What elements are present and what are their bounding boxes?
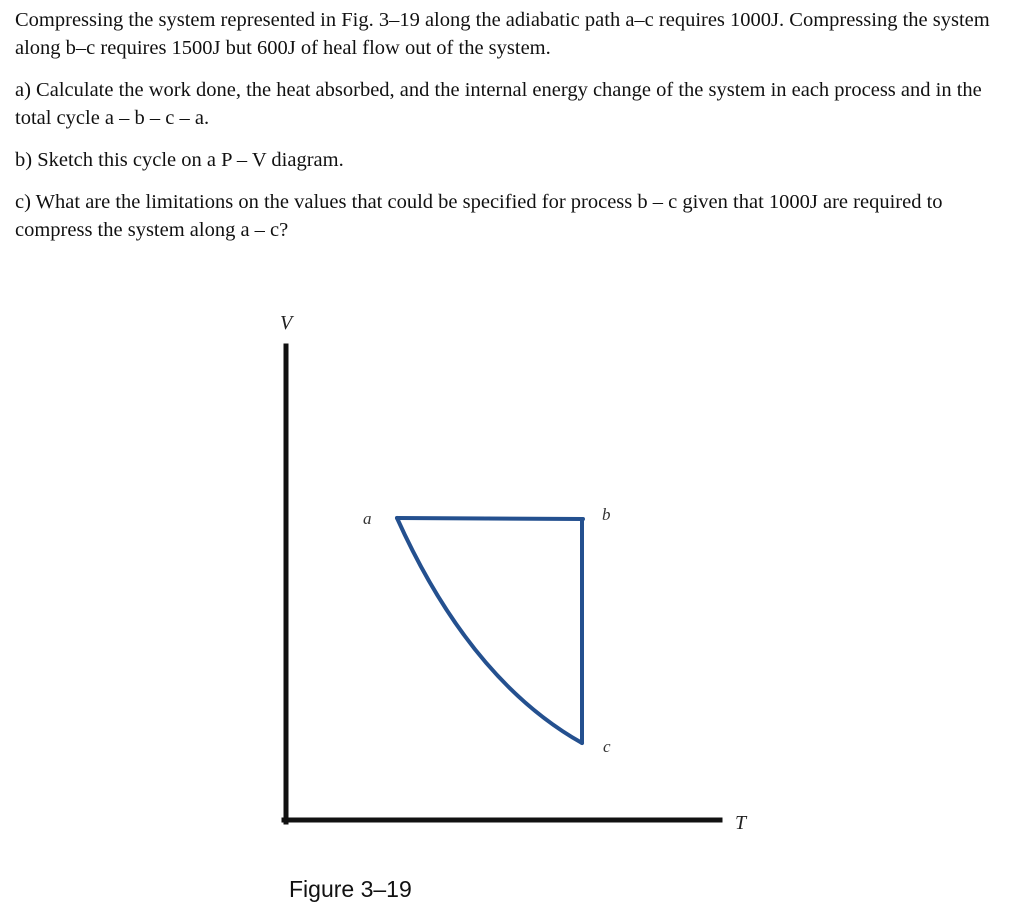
path-a-c-adiabat [397,518,582,743]
point-a-label: a [363,509,372,528]
point-b-label: b [602,505,611,524]
problem-part-b: b) Sketch this cycle on a P – V diagram. [15,149,344,171]
v-axis-label: V [280,312,293,334]
figure-caption: Figure 3–19 [289,876,412,902]
t-axis-label: T [735,812,747,834]
point-c-label: c [603,737,611,756]
path-a-b [397,518,583,519]
problem-part-a: a) Calculate the work done, the heat absorbed, and the internal energy change of the system in each process and in the total cycle a – b – c – a. [15,79,982,129]
problem-part-c: c) What are the limitations on the values that could be specified for process b – c given that 1000J are required to compress the system along a – c? [15,191,943,241]
problem-intro: Compressing the system represented in Fig. 3–19 along the adiabatic path a–c requires 1000J. Compressing the system along b–c requires 1500J but 600J of heal flow out of the system. [15,9,990,59]
